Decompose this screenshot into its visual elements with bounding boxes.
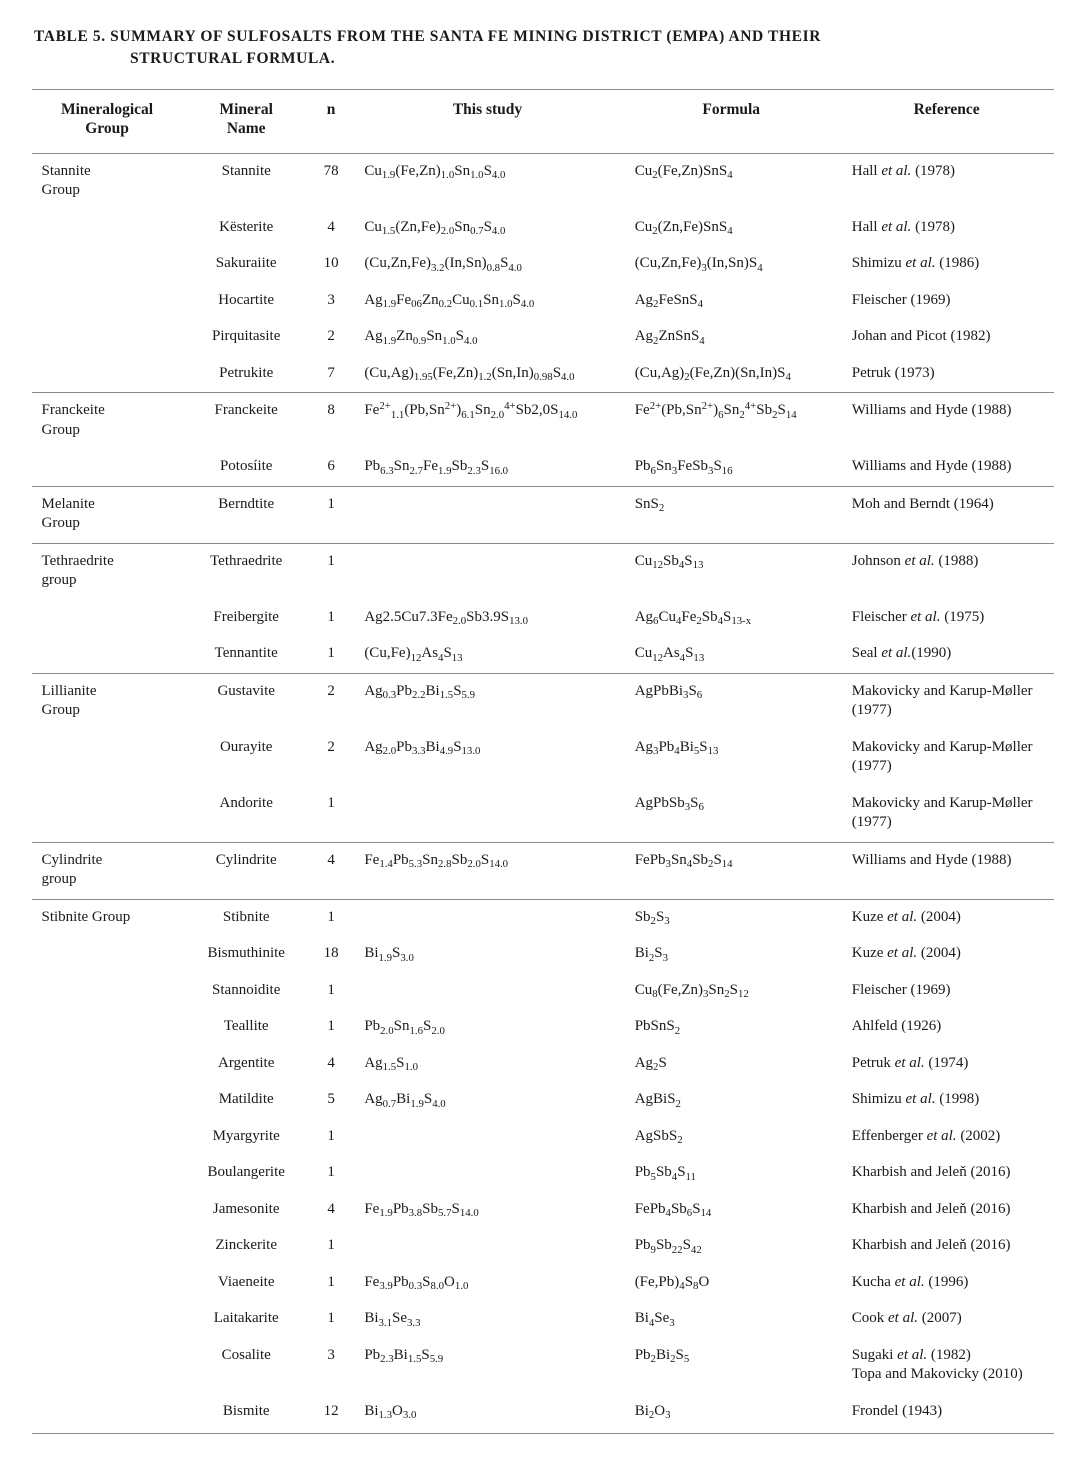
table-row [32, 1301, 1054, 1338]
cell-n: 4 [327, 1200, 335, 1217]
header-name-line1: Mineral [219, 100, 273, 118]
cell-n: 2 [327, 738, 335, 755]
cell-mineralogical-group [32, 1228, 183, 1265]
header-n: n [310, 89, 352, 153]
cell-reference: Williams and Hyde (1988) [840, 842, 1054, 899]
cell-formula: $(Cu,Zn,Fe)_3(In,Sn)S_4$ [634, 255, 763, 274]
cell-n: 4 [327, 218, 335, 235]
table-row [32, 973, 1054, 1010]
cell-n: 1 [327, 1310, 335, 1327]
header-mineralogical-group [32, 89, 183, 153]
cell-mineral-name: Sakuraiite [215, 255, 277, 272]
cell-this-study [352, 1155, 622, 1192]
cell-this-study: $Bi_{3.1}Se_{3.3}$ [364, 1310, 421, 1329]
cell-reference: Hall et al. (1978) [840, 153, 1054, 210]
cell-mineralogical-group [32, 1301, 183, 1338]
cell-mineralogical-group: Stannite Group [32, 153, 183, 210]
cell-formula: $Ag_6Cu_4Fe_2Sb_4S_{13-x}$ [634, 608, 752, 628]
cell-this-study [352, 486, 622, 543]
cell-mineral-name: Bismite [222, 1402, 270, 1419]
cell-formula: $Cu_{12}As_4S_{13}$ [634, 645, 705, 664]
cell-n: 1 [327, 1127, 335, 1144]
cell-n: 1 [327, 1237, 335, 1254]
cell-n: 78 [310, 153, 352, 210]
cell-formula: $Bi_2S_3$ [634, 945, 669, 964]
cell-formula: $Cu_2(Zn,Fe)SnS_4$ [634, 218, 733, 238]
cell-n: 1 [327, 608, 335, 625]
cell-mineralogical-group [32, 1155, 183, 1192]
table-row [32, 543, 1054, 600]
cell-mineral-name: Petrukite [219, 364, 274, 381]
cell-formula: $Pb_5Sb_4S_{11}$ [634, 1164, 696, 1183]
cell-reference: Kucha et al. (1996) [851, 1273, 969, 1290]
cell-this-study: $Ag_{0.3}Pb_{2.2}Bi_{1.5}S_{5.9}$ [352, 673, 622, 730]
cell-n: 10 [323, 255, 339, 272]
cell-this-study: $Ag_{0.7}Bi_{1.9}S_{4.0}$ [364, 1091, 446, 1110]
table-row [32, 1155, 1054, 1192]
cell-reference: Makovicky and Karup-Møller (1977) [851, 738, 1033, 775]
table-body [32, 153, 1054, 1434]
cell-mineral-name: Zinckerite [215, 1237, 278, 1254]
cell-formula: $Bi_2O_3$ [634, 1402, 671, 1422]
cell-n: 1 [327, 794, 335, 811]
cell-reference: Hall et al. (1978) [851, 218, 956, 235]
cell-n: 1 [327, 1164, 335, 1181]
cell-mineral-name: Viaeneite [217, 1273, 275, 1290]
cell-reference: Moh and Berndt (1964) [840, 486, 1054, 543]
cell-mineralogical-group [32, 1082, 183, 1119]
cell-reference: Makovicky and Karup-Møller (1977) [851, 794, 1033, 831]
table-row [32, 636, 1054, 673]
cell-this-study: $Ag_{2.0}Pb_{3.3}Bi_{4.9}S_{13.0}$ [364, 738, 481, 758]
cell-this-study [352, 1228, 622, 1265]
cell-this-study: $Pb_{2.3}Bi_{1.5}S_{5.9}$ [364, 1346, 444, 1366]
table-row [32, 1394, 1054, 1434]
table-header [32, 89, 1054, 153]
cell-formula: $Ag_2ZnSnS_4$ [634, 328, 705, 347]
cell-formula: $Cu_2(Fe,Zn)SnS_4$ [623, 153, 840, 210]
cell-mineralogical-group [32, 319, 183, 356]
cell-mineralogical-group [32, 1046, 183, 1083]
cell-mineral-name: Ourayite [219, 738, 273, 755]
cell-reference: Kuze et al. (2004) [840, 899, 1054, 936]
cell-mineralogical-group [32, 1338, 183, 1394]
cell-reference: Williams and Hyde (1988) [851, 458, 1012, 475]
cell-this-study [352, 543, 622, 600]
cell-reference: Kuze et al. (2004) [851, 945, 961, 962]
cell-this-study: $(Cu,Fe)_{12}As_4S_{13}$ [364, 645, 463, 664]
cell-mineral-name: Myargyrite [212, 1127, 280, 1144]
cell-n: 1 [327, 645, 335, 662]
cell-mineralogical-group [32, 283, 183, 320]
cell-reference: Fleischer (1969) [851, 291, 951, 308]
cell-mineral-name: Stannoidite [212, 981, 281, 998]
cell-n: 1 [310, 486, 352, 543]
cell-mineralogical-group [32, 1394, 183, 1434]
table-row [32, 600, 1054, 637]
cell-formula: $Pb_6Sn_3FeSb_3S_{16}$ [634, 458, 733, 477]
cell-n: 12 [323, 1402, 339, 1419]
cell-formula: $Pb_9Sb_{22}S_{42}$ [634, 1237, 702, 1256]
cell-mineralogical-group: Franckeite Group [32, 393, 183, 450]
table-row [32, 1228, 1054, 1265]
cell-mineral-name: Jamesonite [212, 1200, 280, 1217]
table-row [32, 1265, 1054, 1302]
cell-n: 1 [327, 981, 335, 998]
cell-n: 2 [327, 328, 335, 345]
cell-mineralogical-group [32, 1192, 183, 1229]
cell-mineral-name: Franckeite [183, 393, 310, 450]
cell-formula: $FePb_4Sb_6S_{14}$ [634, 1200, 712, 1220]
cell-reference: Seal et al.(1990) [851, 645, 952, 662]
cell-mineral-name: Stannite [183, 153, 310, 210]
table-row [32, 356, 1054, 393]
cell-formula: AgBiS$_2$ [634, 1091, 681, 1110]
cell-mineralogical-group [32, 210, 183, 247]
cell-reference: Fleischer (1969) [851, 981, 951, 998]
header-formula: Formula [623, 89, 840, 153]
cell-mineral-name: Cylindrite [183, 842, 310, 899]
cell-this-study: $Ag_{1.5}S_{1.0}$ [364, 1054, 418, 1074]
header-this-study: This study [352, 89, 622, 153]
cell-mineral-name: Teallite [223, 1018, 269, 1035]
cell-mineralogical-group [32, 1119, 183, 1156]
cell-mineralogical-group [32, 600, 183, 637]
cell-reference: Johnson et al. (1988) [840, 543, 1054, 600]
cell-this-study: $Fe_{1.4}Pb_{5.3}Sn_{2.8}Sb_{2.0}S_{14.0}$ [352, 842, 622, 899]
cell-reference: Kharbish and Jeleň (2016) [851, 1164, 1011, 1181]
cell-formula: $Fe^{2+}(Pb,Sn^{2+})_6Sn_2^{4+}Sb_2S_{14}$ [623, 393, 840, 450]
cell-mineralogical-group [32, 356, 183, 393]
cell-mineral-name: Freibergite [213, 608, 279, 625]
table-row [32, 393, 1054, 450]
cell-reference: Shimizu et al. (1998) [851, 1091, 980, 1108]
cell-mineralogical-group: Stibnite Group [32, 899, 183, 936]
cell-n: 1 [310, 899, 352, 936]
cell-reference: Petruk et al. (1974) [851, 1054, 969, 1071]
cell-formula: AgSbS$_2$ [634, 1127, 683, 1147]
cell-mineral-name: Matildite [218, 1091, 274, 1108]
table-row [32, 153, 1054, 210]
cell-this-study [352, 973, 622, 1010]
table-footer-rule [32, 1434, 1054, 1437]
table-row [32, 1119, 1054, 1156]
cell-formula: $Bi_4Se_3$ [634, 1310, 675, 1329]
cell-mineralogical-group [32, 246, 183, 283]
cell-this-study: $Cu_{1.9}(Fe,Zn)_{1.0}Sn_{1.0}S_{4.0}$ [352, 153, 622, 210]
cell-this-study [352, 1119, 622, 1156]
table-row [32, 842, 1054, 899]
cell-this-study: $Bi_{1.9}S_{3.0}$ [364, 945, 414, 964]
cell-mineralogical-group [32, 1009, 183, 1046]
caption-line-2: STRUCTURAL FORMULA. [130, 50, 336, 68]
cell-reference: Fleischer et al. (1975) [851, 608, 985, 625]
cell-this-study: $Fe^{2+}_{1.1}(Pb,Sn^{2+})_{6.1}Sn_{2.0}^{4+}Sb2,0S_{14.0}$ [352, 393, 622, 450]
table-row [32, 449, 1054, 486]
header-group-line2: Group [85, 120, 129, 138]
cell-formula: SnS$_2$ [623, 486, 840, 543]
table-caption [34, 26, 1059, 71]
cell-mineral-name: Argentite [218, 1054, 275, 1071]
table-row [32, 786, 1054, 843]
table-row [32, 210, 1054, 247]
cell-mineral-name: Cosalite [221, 1346, 271, 1363]
cell-reference: Effenberger et al. (2002) [851, 1127, 1001, 1144]
cell-reference: Kharbish and Jeleň (2016) [851, 1200, 1011, 1217]
table-row [32, 673, 1054, 730]
cell-n: 1 [327, 1018, 335, 1035]
cell-this-study: $(Cu,Zn,Fe)_{3.2}(In,Sn)_{0.8}S_{4.0}$ [364, 255, 522, 274]
cell-this-study: $Ag_{1.9}Fe_{06}Zn_{0.2}Cu_{0.1}Sn_{1.0}S_{4.0}$ [364, 291, 535, 311]
cell-mineral-name: Andorite [219, 794, 273, 811]
table-row [32, 1338, 1054, 1394]
cell-mineralogical-group [32, 730, 183, 786]
cell-n: 6 [327, 458, 335, 475]
cell-formula: $Pb_2Bi_2S_5$ [634, 1346, 690, 1366]
cell-mineralogical-group: Lillianite Group [32, 673, 183, 730]
cell-mineral-name: Stibnite [183, 899, 310, 936]
cell-formula: $Ag_2FeSnS_4$ [634, 291, 704, 311]
cell-formula: $AgPbSb_3S_6$ [634, 794, 704, 814]
cell-mineralogical-group: Melanite Group [32, 486, 183, 543]
cell-mineral-name: Hocartite [218, 291, 275, 308]
cell-reference: Cook et al. (2007) [851, 1310, 962, 1327]
cell-formula: $Ag_2S$ [634, 1054, 667, 1074]
table-row [32, 283, 1054, 320]
cell-formula: $Sb_2S_3$ [623, 899, 840, 936]
cell-n: 3 [327, 291, 335, 308]
table-row [32, 486, 1054, 543]
cell-reference: Ahlfeld (1926) [851, 1018, 942, 1035]
cell-mineral-name: Potosíite [219, 458, 273, 475]
cell-formula: $(Fe,Pb)_4S_8O$ [634, 1273, 710, 1293]
cell-this-study: $Pb_{6.3}Sn_{2.7}Fe_{1.9}Sb_{2.3}S_{16.0}$ [364, 458, 509, 477]
table-row [32, 246, 1054, 283]
table-row [32, 1009, 1054, 1046]
cell-reference: Shimizu et al. (1986) [851, 255, 980, 272]
table-row [32, 936, 1054, 973]
header-reference: Reference [840, 89, 1054, 153]
cell-mineralogical-group [32, 973, 183, 1010]
cell-mineral-name: Laitakarite [213, 1310, 279, 1327]
cell-reference: Sugaki et al. (1982) Topa and Makovicky (2010) [851, 1346, 1023, 1383]
table-row [32, 319, 1054, 356]
cell-this-study: $Cu_{1.5}(Zn,Fe)_{2.0}Sn_{0.7}S_{4.0}$ [364, 218, 506, 238]
table-row [32, 1192, 1054, 1229]
cell-formula: $Ag_3Pb_4Bi_5S_{13}$ [634, 738, 719, 758]
cell-this-study: $Fe_{3.9}Pb_{0.3}S_{8.0}O_{1.0}$ [364, 1273, 469, 1293]
cell-this-study: $(Cu,Ag)_{1.95}(Fe,Zn)_{1.2}(Sn,In)_{0.98}S_{4.0}$ [364, 364, 575, 384]
cell-reference: Frondel (1943) [851, 1402, 943, 1419]
cell-mineral-name: Kësterite [219, 218, 274, 235]
cell-this-study: $Bi_{1.3}O_{3.0}$ [364, 1402, 417, 1422]
cell-this-study: $Pb_{2.0}Sn_{1.6}S_{2.0}$ [364, 1018, 445, 1037]
table-row [32, 899, 1054, 936]
header-row [32, 89, 1054, 153]
cell-formula: $Cu_8(Fe,Zn)_3Sn_2S_{12}$ [634, 981, 749, 1001]
cell-n: 2 [310, 673, 352, 730]
header-group-line1: Mineralogical [60, 100, 154, 118]
cell-n: 4 [310, 842, 352, 899]
table-row [32, 1082, 1054, 1119]
cell-formula: $(Cu,Ag)_2(Fe,Zn)(Sn,In)S_4$ [634, 364, 791, 384]
cell-reference: Johan and Picot (1982) [851, 328, 991, 345]
cell-n: 1 [310, 543, 352, 600]
cell-this-study: $Fe_{1.9}Pb_{3.8}Sb_{5.7}S_{14.0}$ [364, 1200, 479, 1220]
caption-line-1: TABLE 5. SUMMARY OF SULFOSALTS FROM THE SANTA FE MINING DISTRICT (EMPA) AND THEIR [34, 28, 821, 45]
cell-n: 7 [327, 364, 335, 381]
cell-this-study [352, 786, 622, 843]
cell-mineral-name: Gustavite [183, 673, 310, 730]
cell-mineral-name: Bismuthinite [207, 945, 285, 962]
cell-mineral-name: Boulangerite [207, 1164, 285, 1181]
bottom-rule [32, 1434, 1054, 1437]
cell-mineral-name: Berndtite [183, 486, 310, 543]
cell-n: 18 [323, 945, 339, 962]
cell-formula: PbSnS$_2$ [634, 1018, 681, 1037]
cell-this-study [352, 899, 622, 936]
cell-this-study: $Ag2.5Cu7.3Fe_{2.0}Sb3.9S_{13.0}$ [364, 608, 528, 628]
cell-mineralogical-group [32, 1265, 183, 1302]
cell-mineralogical-group [32, 936, 183, 973]
cell-mineralogical-group: Cylindrite group [32, 842, 183, 899]
cell-n: 8 [310, 393, 352, 450]
cell-mineral-name: Tennantite [214, 645, 278, 662]
cell-mineral-name: Tethraedrite [183, 543, 310, 600]
cell-n: 3 [327, 1346, 335, 1363]
cell-n: 5 [327, 1091, 335, 1108]
cell-reference: Williams and Hyde (1988) [840, 393, 1054, 450]
cell-formula: $AgPbBi_3S_6$ [623, 673, 840, 730]
cell-reference: Petruk (1973) [851, 364, 935, 381]
cell-mineralogical-group [32, 786, 183, 843]
cell-mineralogical-group [32, 449, 183, 486]
cell-formula: $FePb_3Sn_4Sb_2S_{14}$ [623, 842, 840, 899]
cell-reference: Kharbish and Jeleň (2016) [851, 1237, 1011, 1254]
table-row [32, 730, 1054, 786]
cell-reference: Makovicky and Karup-Møller (1977) [840, 673, 1054, 730]
sulfosalts-table [32, 89, 1054, 1436]
cell-mineral-name: Pirquitasite [212, 328, 281, 345]
cell-mineralogical-group [32, 636, 183, 673]
cell-n: 4 [327, 1054, 335, 1071]
cell-n: 1 [327, 1273, 335, 1290]
cell-this-study: $Ag_{1.9}Zn_{0.9}Sn_{1.0}S_{4.0}$ [364, 328, 478, 347]
cell-formula: $Cu_{12}Sb_4S_{13}$ [623, 543, 840, 600]
header-name-line2: Name [226, 120, 266, 138]
table-row [32, 1046, 1054, 1083]
cell-mineralogical-group: Tethraedrite group [32, 543, 183, 600]
header-mineral-name [183, 89, 310, 153]
